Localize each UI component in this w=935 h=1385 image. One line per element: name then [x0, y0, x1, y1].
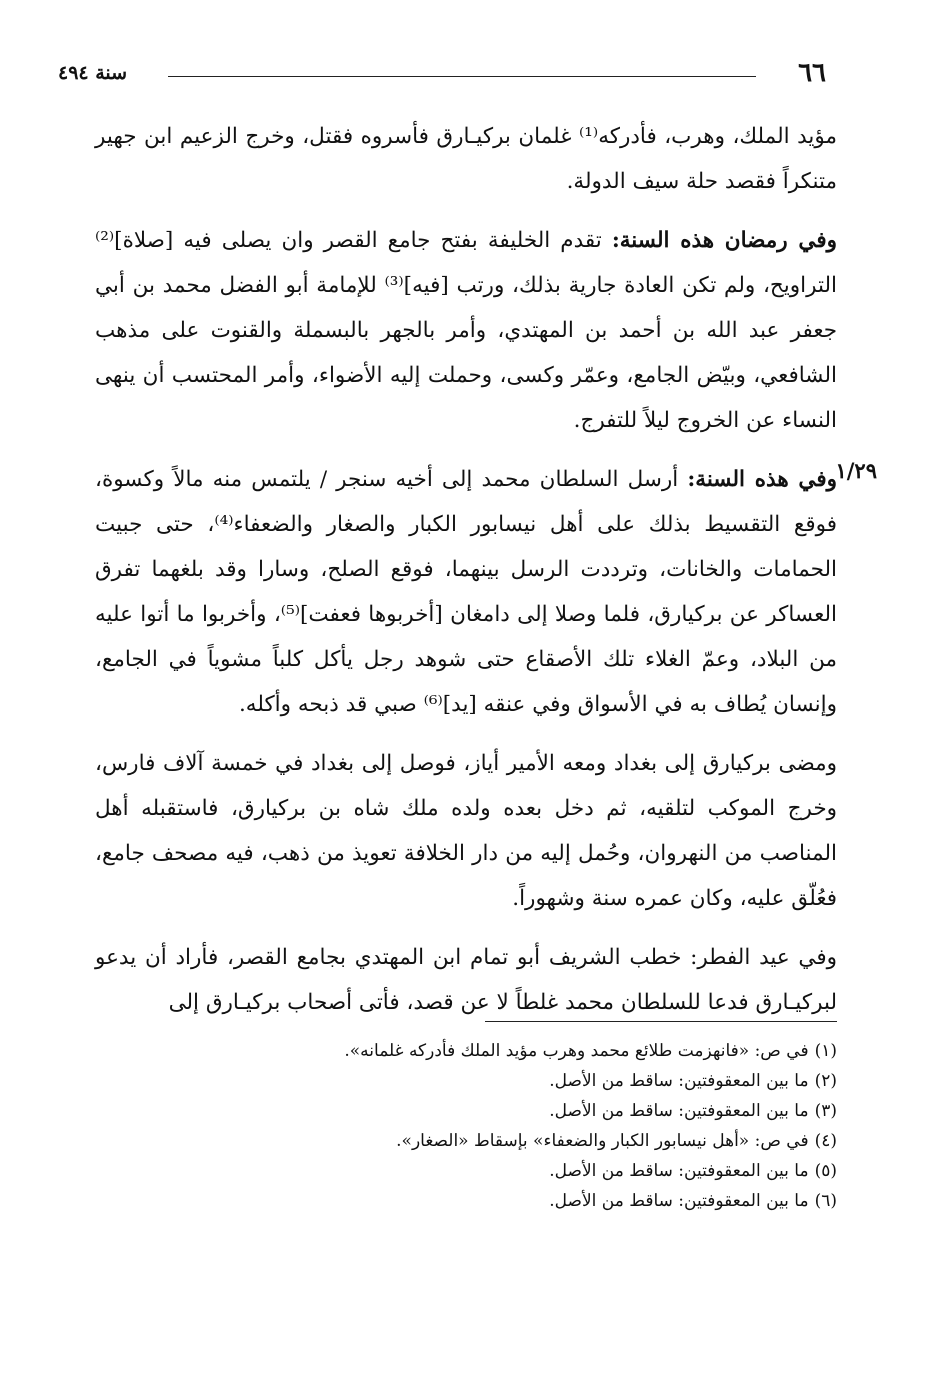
- paragraph-text: تقدم الخليفة بفتح جامع القصر وان يصلى فيه [صلاة]⁽²⁾ التراويح، ولم تكن العادة جارية بذلك، ورتب [فيه]⁽³⁾ للإمامة أبو الفضل محمد بن أبي جعفر عبد الله بن أحمد بن المهتدي، وأمر بالجهر بالبسملة والقنوت على مذهب الشافعي، وبيّض الجامع، وعمّر وكسى، وحملت إليه الأضواء، وأمر المحتسب أن ينهى النساء عن الخروج ليلاً للتفرج.: [95, 228, 837, 433]
- footnote-3: [95, 1096, 837, 1126]
- page-number: ٦٦: [798, 58, 826, 88]
- paragraph-1: [95, 114, 837, 204]
- running-header: [58, 58, 826, 94]
- footnote-5: [95, 1156, 837, 1186]
- footnote-text: ما بين المعقوفتين: ساقط من الأصل.: [549, 1161, 809, 1181]
- paragraph-lead: وفي رمضان هذه السنة:: [611, 228, 837, 253]
- footnote-rule: [485, 1021, 837, 1022]
- footnote-2: [95, 1066, 837, 1096]
- paragraph-3: [95, 457, 837, 727]
- footnote-6: [95, 1186, 837, 1216]
- footnote-text: ما بين المعقوفتين: ساقط من الأصل.: [549, 1071, 809, 1091]
- paragraph-2: [95, 218, 837, 443]
- footnote-text: في ص: «أهل نيسابور الكبار والضعفاء» بإسقاط «الصغار».: [396, 1131, 809, 1151]
- footnote-text: ما بين المعقوفتين: ساقط من الأصل.: [549, 1101, 809, 1121]
- footnote-1: [95, 1036, 837, 1066]
- paragraph-lead: وفي هذه السنة:: [687, 467, 837, 492]
- paragraph-text: أرسل السلطان محمد إلى أخيه سنجر / يلتمس منه مالاً وكسوة، فوقع التقسيط بذلك على أهل نيسابور الكبار والصغار والضعفاء⁽⁴⁾، حتى جبيت الحمامات والخانات، وترددت الرسل بينهما، فوقع الصلح، وسارا وقد بلغهما تفرق العساكر عن بركيارق، فلما وصلا إلى دامغان [أخربوها فعفت]⁽⁵⁾، وأخربوا ما أتوا عليه من البلاد، وعمّ الغلاء تلك الأصقاع حتى شوهد رجل يأكل كلباً مشوياً في الجامع، وإنسان يُطاف به في الأسواق وفي عنقه [يد]⁽⁶⁾ صبي قد ذبحه وأكله.: [95, 467, 838, 717]
- footnote-number: (٤): [814, 1131, 837, 1151]
- paragraph-5: [95, 935, 837, 1025]
- footnote-number: (٦): [814, 1191, 837, 1211]
- paragraph-text: وفي عيد الفطر: خطب الشريف أبو تمام ابن المهتدي بجامع القصر، فأراد أن يدعو لبركيـارق فدعا للسلطان محمد غلطاً لا عن قصد، فأتى أصحاب بركيـارق إلى: [95, 945, 837, 1015]
- year-label: سنة ٤٩٤: [58, 62, 128, 84]
- footnote-number: (٢): [814, 1071, 837, 1091]
- footnote-number: (٣): [814, 1101, 837, 1121]
- footnote-text: ما بين المعقوفتين: ساقط من الأصل.: [549, 1191, 809, 1211]
- footnote-4: [95, 1126, 837, 1156]
- paragraph-text: مؤيد الملك، وهرب، فأدركه⁽¹⁾ غلمان بركيـارق فأسروه فقتل، وخرج الزعيم ابن جهير متنكراً فقصد حلة سيف الدولة.: [95, 124, 837, 194]
- footnote-number: (١): [814, 1041, 837, 1061]
- footnote-text: في ص: «فانهزمت طلائع محمد وهرب مؤيد الملك فأدركه غلمانه».: [344, 1041, 809, 1061]
- margin-folio-note: ١/٢٩: [835, 458, 877, 483]
- footnote-number: (٥): [814, 1161, 837, 1181]
- header-rule: [168, 76, 756, 77]
- footnotes: [95, 1036, 837, 1216]
- main-text: [95, 114, 837, 1039]
- paragraph-4: [95, 741, 837, 921]
- paragraph-text: ومضى بركيارق إلى بغداد ومعه الأمير أياز، فوصل إلى بغداد في خمسة آلاف فارس، وخرج الموكب لتلقيه، ثم دخل بعده ولده ملك شاه بن بركيارق، فاستقبله أهل المناصب من النهروان، وحُمل إليه من دار الخلافة تعويذ من ذهب، فيه مصحف جامع، فعُلّق عليه، وكان عمره سنة وشهوراً.: [95, 751, 837, 911]
